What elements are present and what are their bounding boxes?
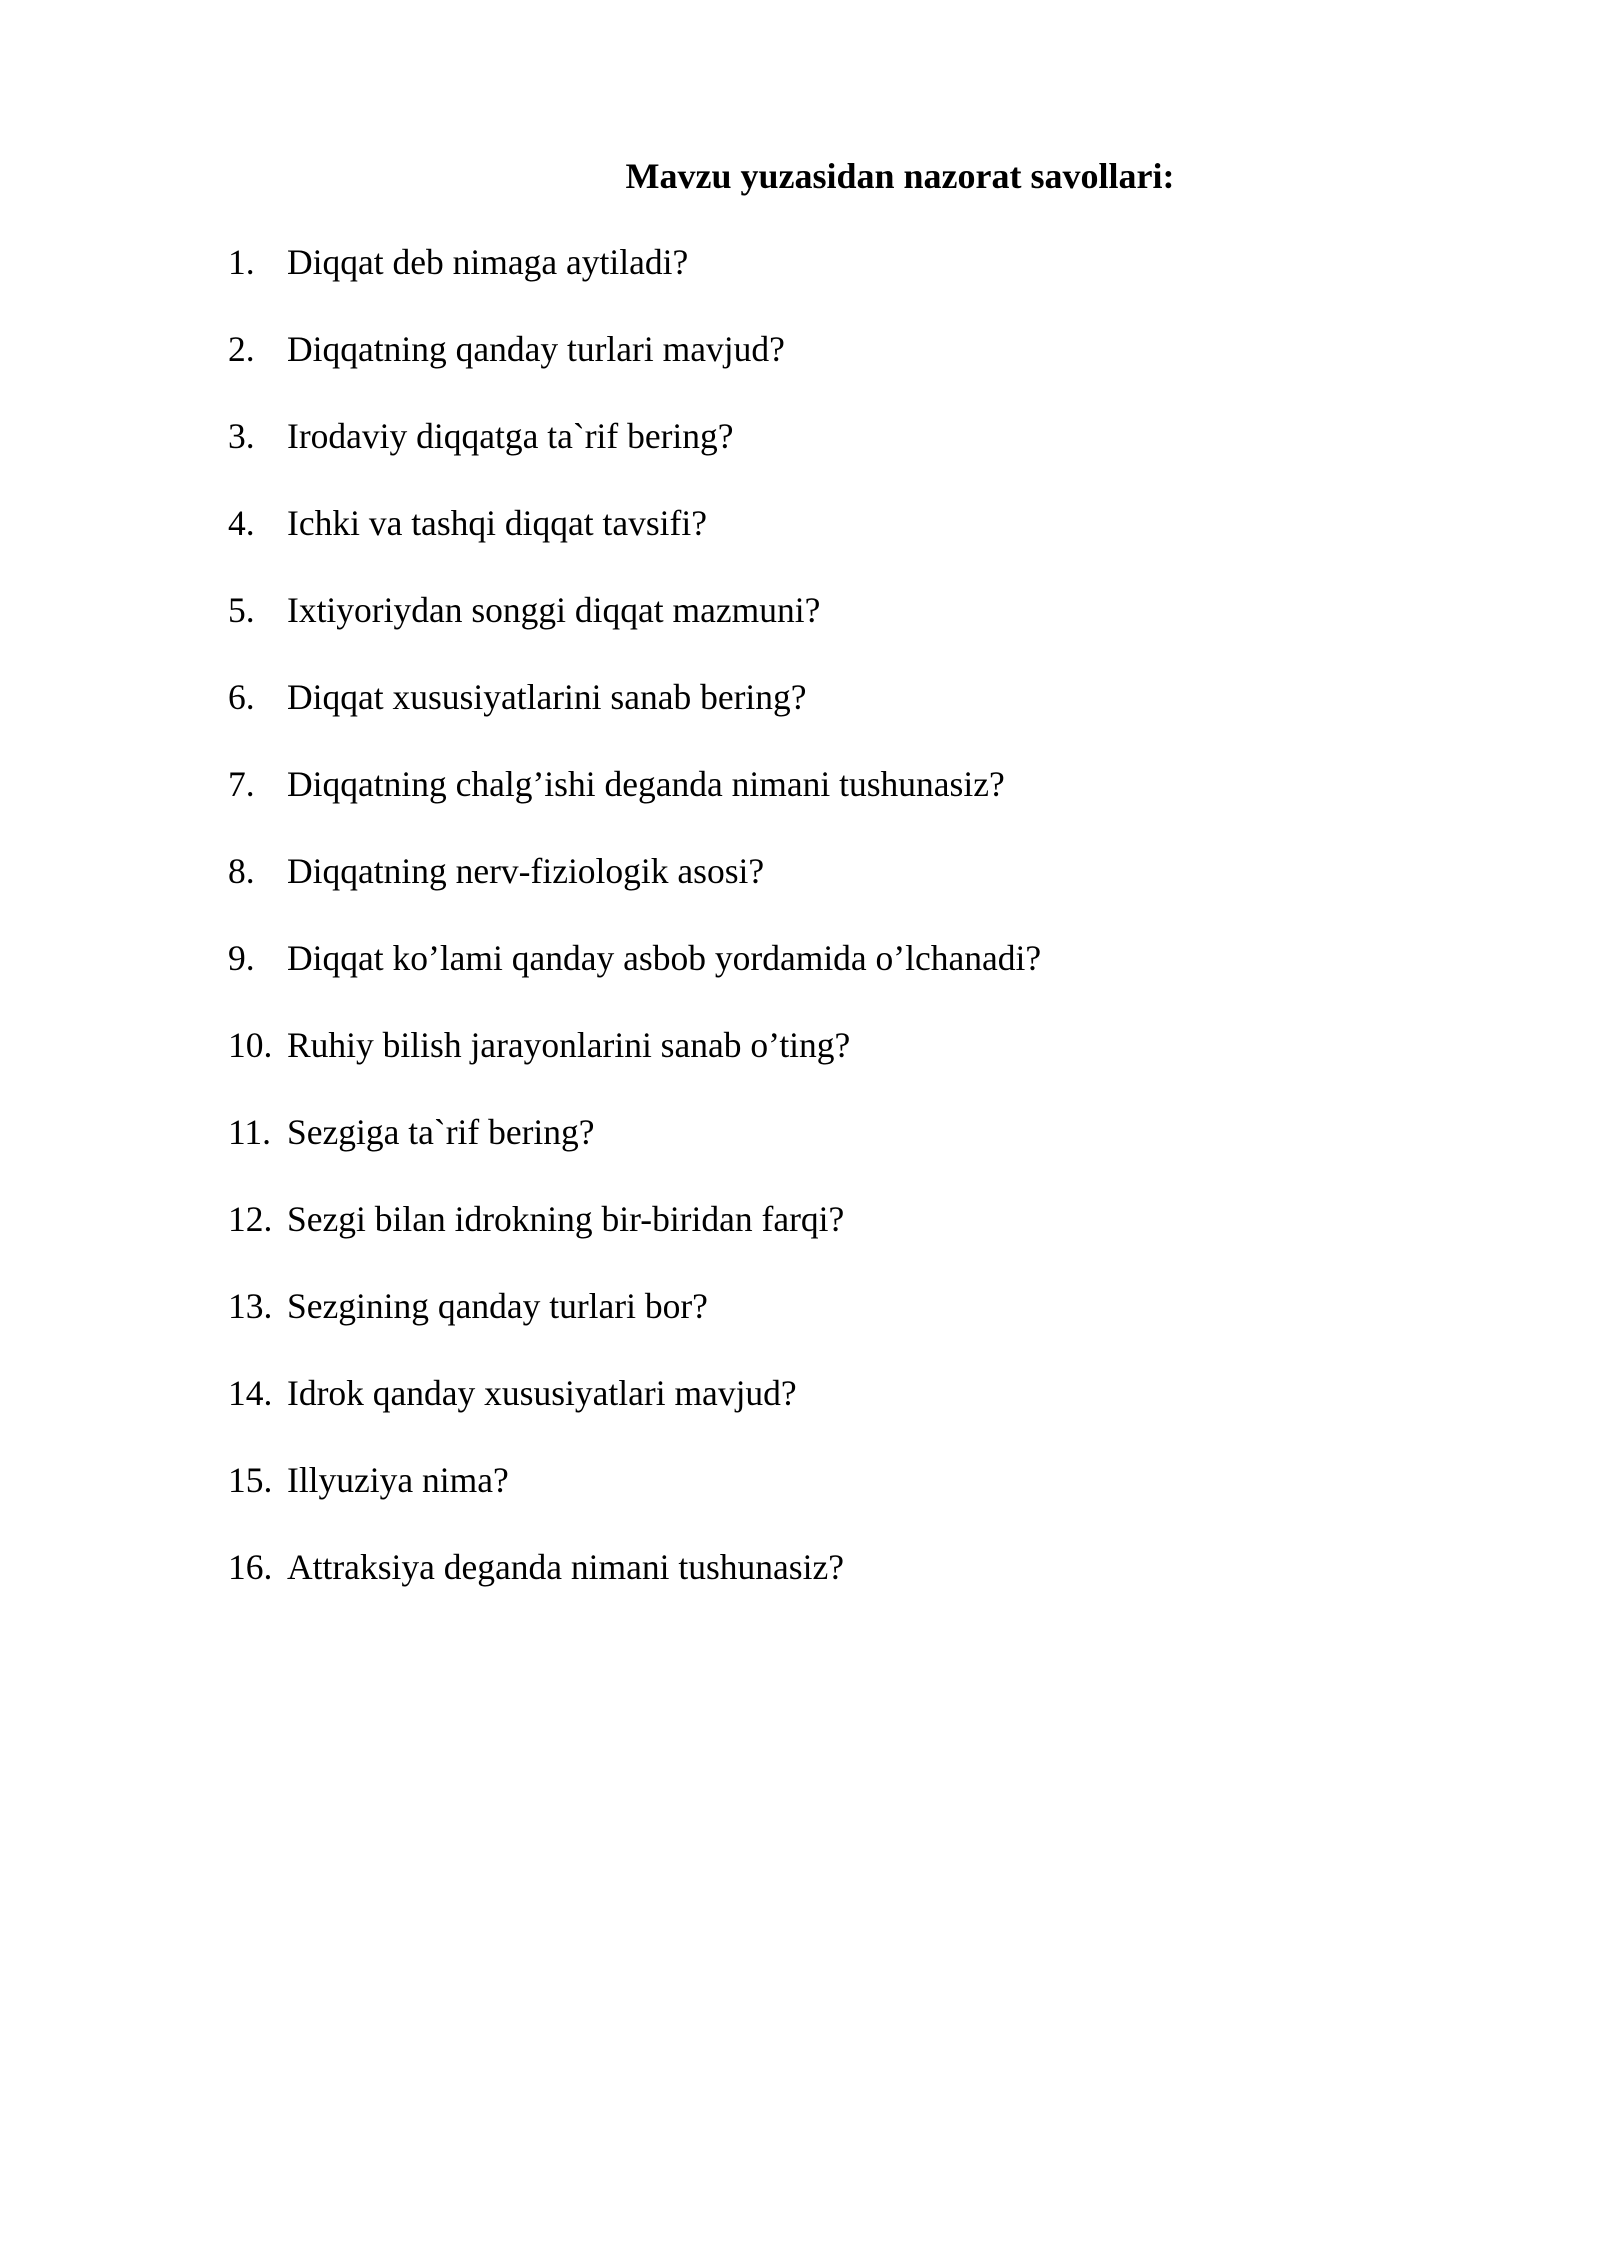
question-item [228, 1106, 1041, 1193]
question-item [228, 845, 1041, 932]
question-text: Diqqat xususiyatlarini sanab bering? [287, 677, 807, 717]
question-text: Idrok qanday xususiyatlari mavjud? [287, 1373, 797, 1413]
question-text: Ruhiy bilish jarayonlarini sanab o’ting? [287, 1025, 851, 1065]
question-number: 10. [228, 1025, 273, 1065]
question-number: 14. [228, 1373, 273, 1413]
question-item [228, 758, 1041, 845]
question-item [228, 410, 1041, 497]
question-item [228, 1367, 1041, 1454]
question-number: 15. [228, 1460, 273, 1500]
question-number: 2. [228, 329, 255, 369]
question-text: Diqqatning nerv-fiziologik asosi? [287, 851, 765, 891]
question-number: 12. [228, 1199, 273, 1239]
question-number: 4. [228, 503, 255, 543]
question-number: 7. [228, 764, 255, 804]
question-item [228, 584, 1041, 671]
question-text: Sezgi bilan idrokning bir-biridan farqi? [287, 1199, 845, 1239]
question-number: 16. [228, 1547, 273, 1587]
question-text: Diqqat deb nimaga aytiladi? [287, 242, 689, 282]
question-item [228, 236, 1041, 323]
question-text: Attraksiya deganda nimani tushunasiz? [287, 1547, 844, 1587]
question-text: Sezgining qanday turlari bor? [287, 1286, 708, 1326]
question-item [228, 1193, 1041, 1280]
question-text: Sezgiga ta`rif bering? [287, 1112, 595, 1152]
question-item [228, 1280, 1041, 1367]
question-number: 5. [228, 590, 255, 630]
document-heading: Mavzu yuzasidan nazorat savollari: [625, 156, 1175, 196]
question-number: 1. [228, 242, 255, 282]
question-text: Diqqat ko’lami qanday asbob yordamida o’lchanadi? [287, 938, 1042, 978]
question-item [228, 932, 1041, 1019]
question-text: Irodaviy diqqatga ta`rif bering? [287, 416, 734, 456]
question-list [228, 236, 1041, 1628]
question-text: Ichki va tashqi diqqat tavsifi? [287, 503, 707, 543]
question-text: Diqqatning qanday turlari mavjud? [287, 329, 785, 369]
question-number: 3. [228, 416, 255, 456]
question-text: Diqqatning chalg’ishi deganda nimani tushunasiz? [287, 764, 1005, 804]
question-number: 13. [228, 1286, 273, 1326]
question-number: 6. [228, 677, 255, 717]
question-item [228, 323, 1041, 410]
question-text: Ixtiyoriydan songgi diqqat mazmuni? [287, 590, 821, 630]
question-item [228, 1541, 1041, 1628]
question-item [228, 1454, 1041, 1541]
question-number: 9. [228, 938, 255, 978]
question-item [228, 497, 1041, 584]
question-item [228, 1019, 1041, 1106]
question-text: Illyuziya nima? [287, 1460, 509, 1500]
question-number: 8. [228, 851, 255, 891]
question-item [228, 671, 1041, 758]
question-number: 11. [228, 1112, 272, 1152]
